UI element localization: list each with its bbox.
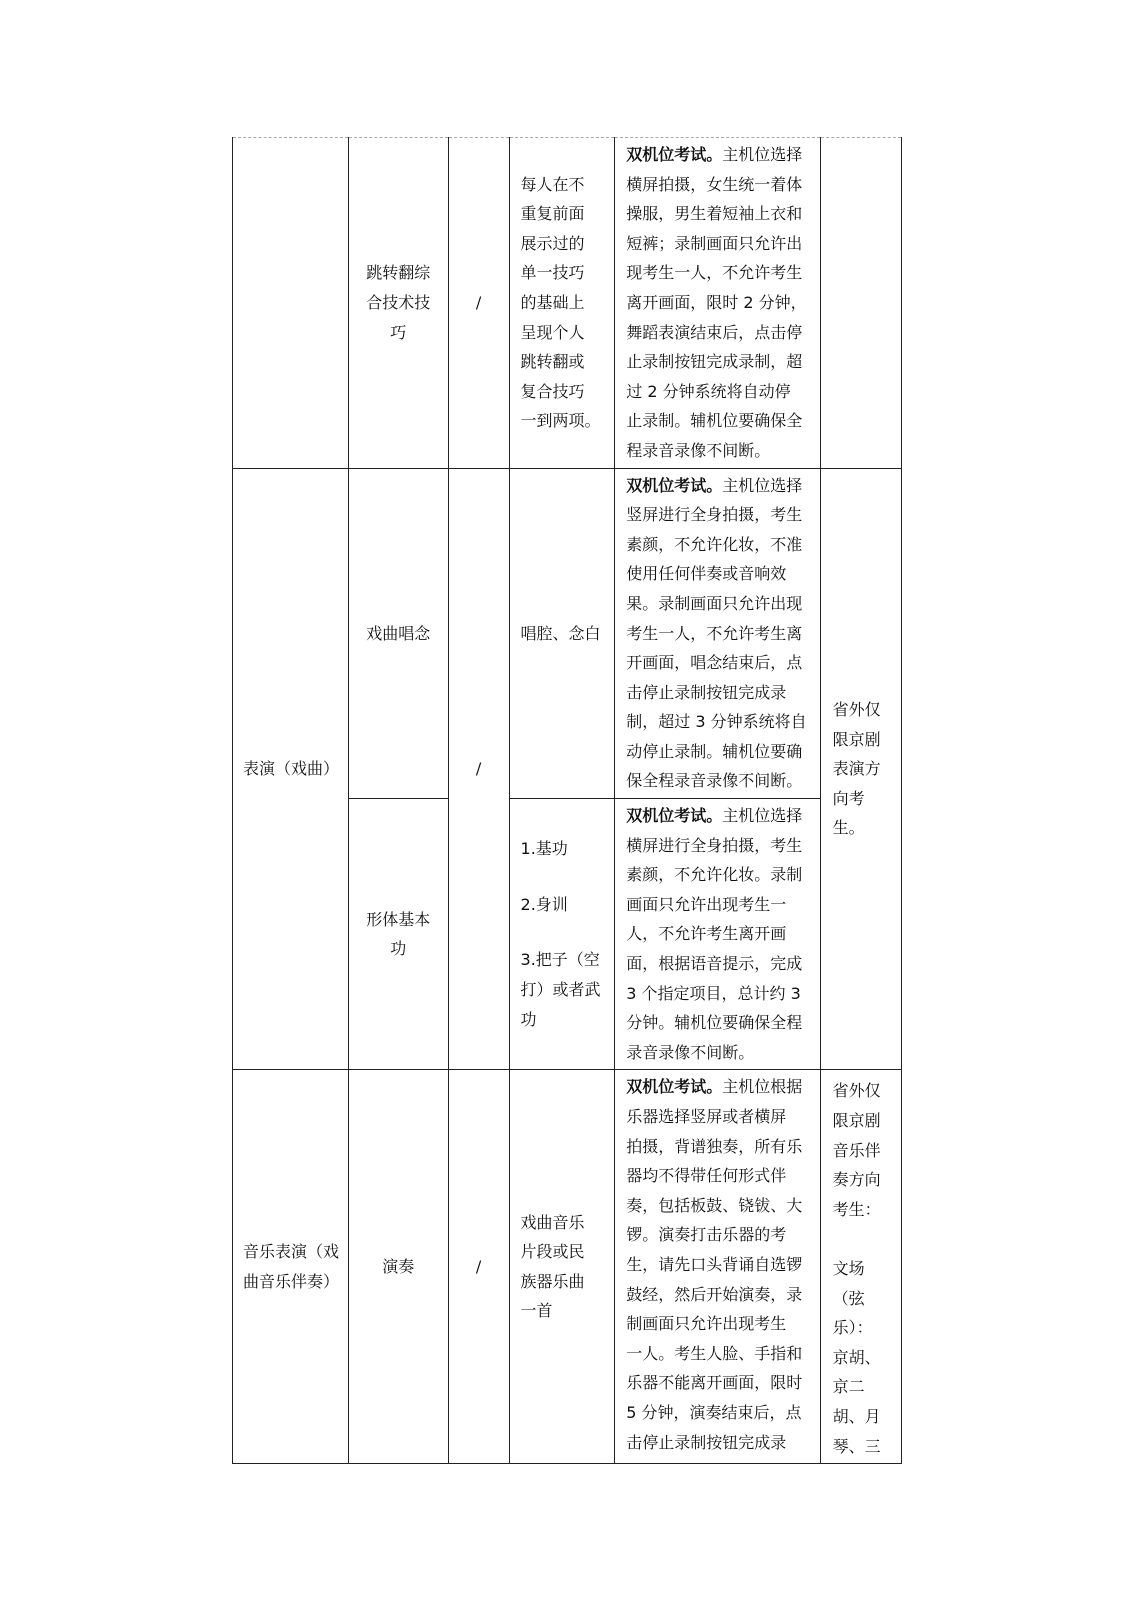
text-line: 功 — [390, 939, 407, 959]
major-cell: 表演（戏曲） — [233, 468, 349, 1070]
table-row — [233, 468, 902, 799]
text-line: 京胡、 — [832, 1347, 881, 1367]
text-line: 打）或者武 — [520, 980, 601, 1000]
note-cell — [820, 1070, 901, 1464]
text-line: 保全程录音录像不间断。 — [626, 771, 803, 791]
list-item — [521, 945, 606, 1034]
text-line: 呈现个人 — [520, 322, 585, 342]
text-line: 形体基本 — [366, 909, 431, 929]
list-item: 2.身训 — [520, 894, 568, 914]
text-line: 器均不得带任何形式伴 — [626, 1166, 787, 1186]
text-line: 横屏拍摄，女生统一着体 — [626, 174, 803, 194]
text-line: 动停止录制。辅机位要确 — [626, 741, 803, 761]
text-line: 击停止录制按钮完成录 — [626, 1432, 787, 1452]
requirement-cell — [615, 1070, 820, 1464]
text-line: 录音录像不间断。 — [626, 1042, 755, 1062]
table-row — [233, 1070, 902, 1464]
text-line: 奏，包括板鼓、铙钹、大 — [626, 1195, 803, 1215]
text-line: 使用任何伴奏或音响效 — [626, 564, 787, 584]
text-line — [626, 1072, 809, 1102]
text-line: 的基础上 — [520, 292, 585, 312]
text-line: 舞蹈表演结束后，点击停 — [626, 322, 803, 342]
text-line: 生，请先口头背诵自选锣 — [626, 1254, 803, 1274]
note-cell-empty — [820, 138, 901, 469]
text-line: 开画面，唱念结束后，点 — [626, 653, 803, 673]
format-cell: / — [448, 138, 509, 469]
exam-requirements-table — [232, 137, 902, 1464]
text-line: 操服，男生着短袖上衣和 — [626, 204, 803, 224]
major-cell-empty — [233, 138, 349, 469]
text-span: 主机位选择 — [722, 806, 803, 826]
format-cell: / — [448, 468, 509, 1070]
text-line: 拍摄，背谱独奏，所有乐 — [626, 1136, 803, 1156]
text-line: 3.把子（空 — [520, 950, 600, 970]
text-line: 胡、月 — [832, 1406, 881, 1426]
text-line: 生。 — [832, 818, 865, 838]
content-cell — [509, 1070, 615, 1464]
text-line: 向考 — [832, 788, 865, 808]
text-line: 合技术技 — [366, 292, 431, 312]
text-line: 复合技巧 — [520, 381, 585, 401]
text-line: 过 2 分钟系统将自动停 — [626, 381, 791, 401]
major-cell — [233, 1070, 349, 1464]
text-line: 面，根据语音提示，完成 — [626, 954, 803, 974]
text-span: 主机位根据 — [722, 1077, 803, 1097]
text-line: 文场 — [832, 1258, 865, 1278]
text-line: 音乐伴 — [832, 1140, 881, 1160]
text-line: 短裤；录制画面只允许出 — [626, 233, 803, 253]
text-line: 制，超过 3 分钟系统将自 — [626, 712, 807, 732]
text-line: 功 — [520, 1009, 537, 1029]
text-line — [626, 801, 809, 831]
text-line: 止录制按钮完成录制，超 — [626, 352, 803, 372]
text-line: 锣。演奏打击乐器的考 — [626, 1225, 787, 1245]
text-line: 竖屏进行全身拍摄，考生 — [626, 505, 803, 525]
text-line: 跳转翻或 — [520, 352, 585, 372]
text-line: 制画面只允许出现考生 — [626, 1314, 787, 1334]
text-line: 止录制。辅机位要确保全 — [626, 411, 803, 431]
text-line: 展示过的 — [520, 233, 585, 253]
test-item-cell: 演奏 — [348, 1070, 448, 1464]
text-line: 一首 — [520, 1301, 553, 1321]
content-cell: 唱腔、念白 — [509, 468, 615, 799]
format-cell: / — [448, 1070, 509, 1464]
text-line: 一人。考生人脸、手指和 — [626, 1343, 803, 1363]
text-line: 现考生一人，不允许考生 — [626, 263, 803, 283]
text-line: 奏方向 — [832, 1170, 881, 1190]
text-span: 主机位选择 — [722, 475, 803, 495]
text-line: 琴、三 — [832, 1436, 881, 1456]
text-line: 京二 — [832, 1377, 865, 1397]
content-cell — [509, 799, 615, 1070]
text-line: 巧 — [390, 322, 407, 342]
text-line: 一到两项。 — [520, 411, 601, 431]
text-line: 片段或民 — [520, 1242, 585, 1262]
text-line: 限京剧 — [832, 729, 881, 749]
text-line: 程录音录像不间断。 — [626, 440, 771, 460]
text-line: 离开画面，限时 2 分钟， — [626, 292, 807, 312]
text-line: 限京剧 — [832, 1111, 881, 1130]
bold-prefix: 双机位考试。 — [626, 1077, 723, 1097]
requirement-cell — [615, 468, 820, 799]
text-line: 击停止录制按钮完成录 — [626, 682, 787, 702]
bold-prefix: 双机位考试。 — [626, 475, 723, 495]
text-line: 考生一人，不允许考生离 — [626, 623, 803, 643]
requirement-cell — [615, 138, 820, 469]
text-line: 表演方 — [832, 759, 881, 779]
text-span: 主机位选择 — [722, 145, 803, 164]
text-line: 戏曲音乐 — [520, 1212, 585, 1232]
text-line: 鼓经，然后开始演奏，录 — [626, 1284, 803, 1304]
text-line: 乐器不能离开画面，限时 — [626, 1373, 803, 1393]
table-row — [233, 138, 902, 469]
text-line: 乐器选择竖屏或者横屏 — [626, 1107, 787, 1126]
spacer — [833, 1224, 891, 1254]
text-line: 果。录制画面只允许出现 — [626, 593, 803, 613]
note-cell — [820, 468, 901, 1070]
text-line: 族器乐曲 — [520, 1271, 585, 1291]
bold-prefix: 双机位考试。 — [626, 806, 723, 826]
text-line — [626, 471, 809, 501]
text-line: 分钟。辅机位要确保全程 — [626, 1013, 803, 1033]
bold-prefix: 双机位考试。 — [626, 145, 723, 164]
text-line: 横屏进行全身拍摄，考生 — [626, 835, 803, 855]
text-line: 画面只允许出现考生一 — [626, 894, 787, 914]
text-line: 考生： — [832, 1199, 881, 1219]
requirement-cell — [615, 799, 820, 1070]
text-line: 跳转翻综 — [366, 263, 431, 283]
text-line — [626, 140, 809, 170]
text-line: 曲音乐伴奏） — [243, 1271, 340, 1291]
text-line: 省外仅 — [832, 1081, 881, 1101]
list-item: 1.基功 — [520, 839, 568, 859]
text-line: 重复前面 — [520, 204, 585, 224]
test-item-cell: 戏曲唱念 — [348, 468, 448, 799]
text-line: （弦乐）： — [832, 1288, 873, 1338]
text-line: 音乐表演（戏 — [243, 1242, 340, 1262]
text-line: 单一技巧 — [520, 263, 585, 283]
text-line: 人，不允许考生离开画 — [626, 924, 787, 944]
text-line: 5 分钟，演奏结束后，点 — [626, 1402, 802, 1422]
text-line: 素颜，不允许化妆，不准 — [626, 534, 803, 554]
text-line: 省外仅 — [832, 699, 881, 719]
text-line: 素颜，不允许化妆。录制 — [626, 865, 803, 885]
content-cell — [509, 138, 615, 469]
test-item-cell — [348, 138, 448, 469]
text-line: 每人在不 — [520, 174, 585, 194]
test-item-cell — [348, 799, 448, 1070]
text-line: 3 个指定项目，总计约 3 — [626, 983, 801, 1003]
